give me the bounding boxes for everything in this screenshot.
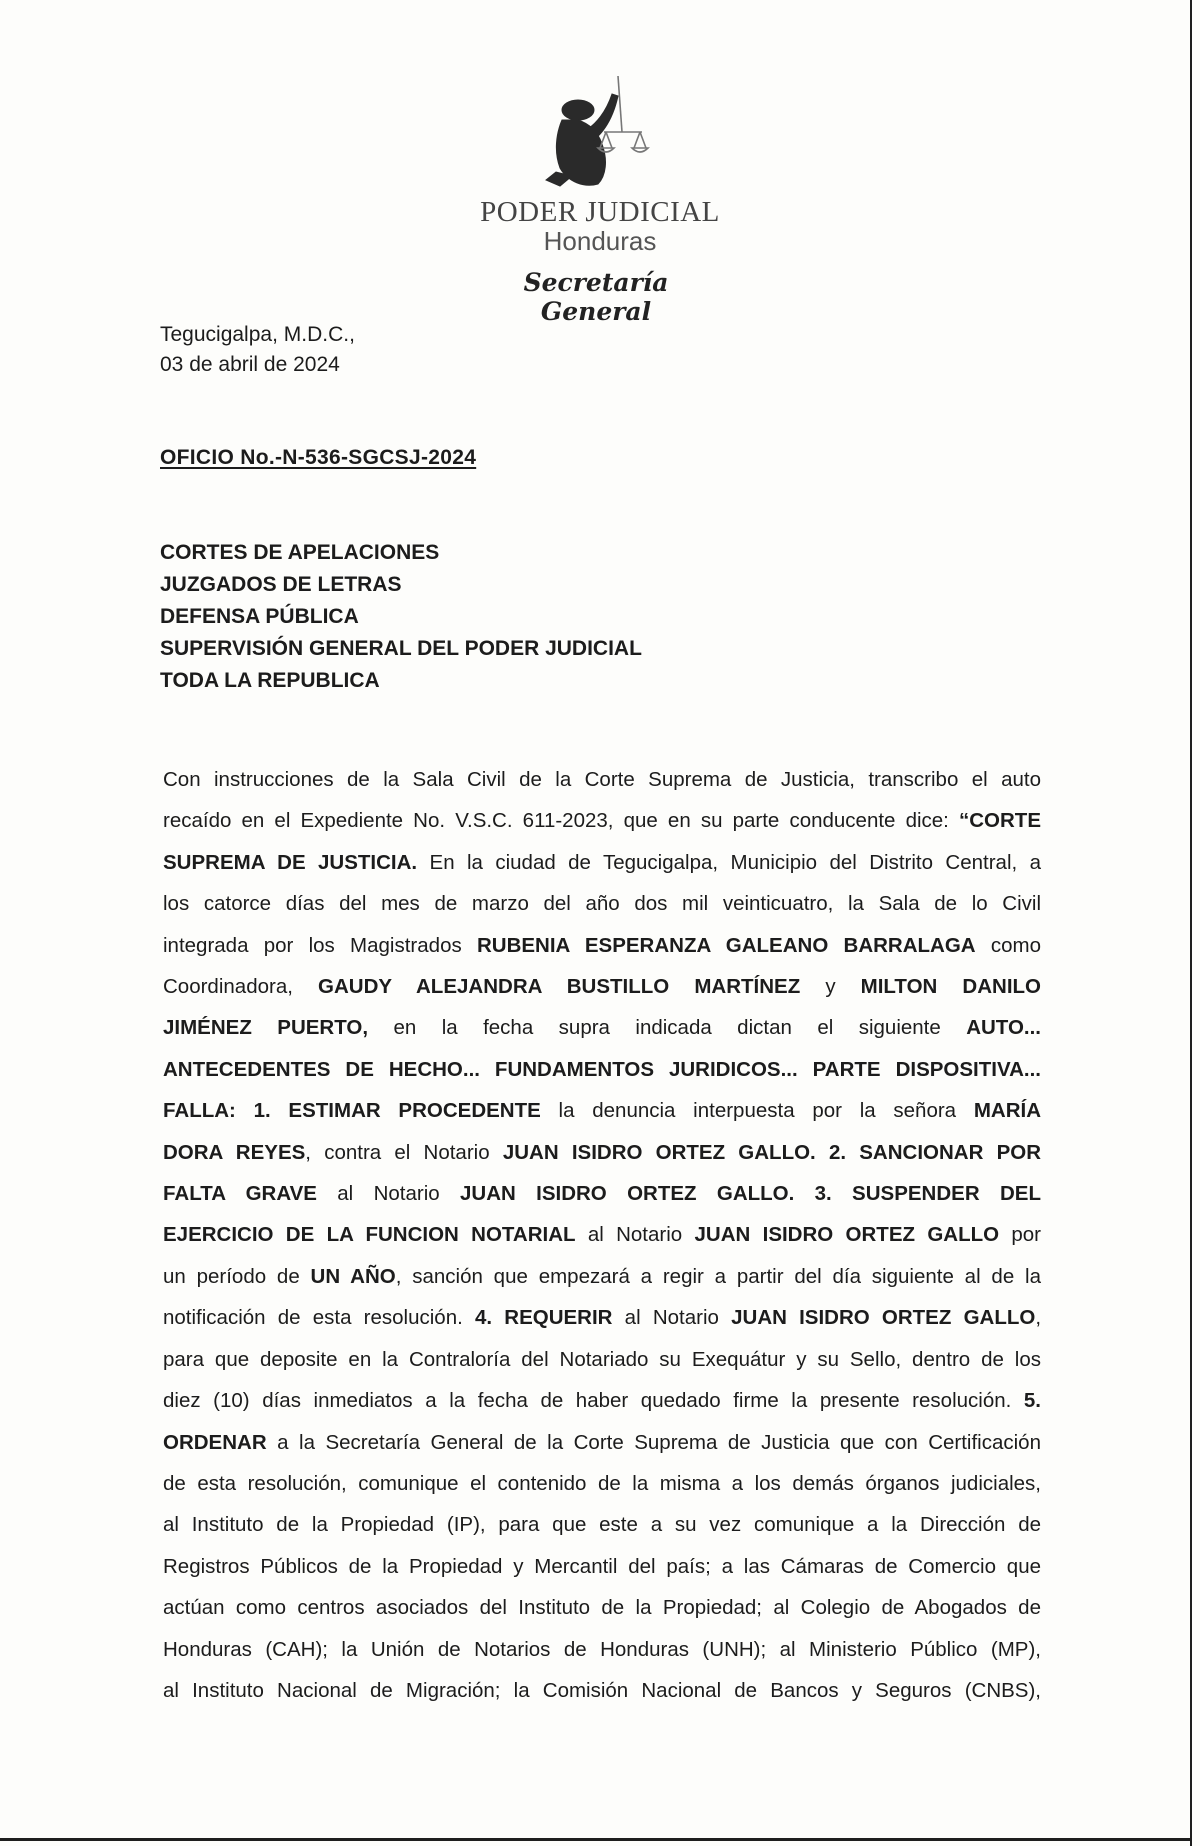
body-line (163, 966, 1041, 1007)
recipient-line: DEFENSA PÚBLICA (160, 605, 359, 628)
text-run: al Instituto de la Propiedad (IP), para que este a su vez comunique a la Dirección de (163, 1513, 1041, 1537)
body-line (163, 1090, 1041, 1131)
place-date (160, 320, 355, 380)
text-run: Registros Públicos de la Propiedad y Mercantil del país; a las Cámaras de Comercio que (163, 1554, 1041, 1578)
text-run: como (975, 933, 1042, 957)
text-run: notificación de esta resolución. (163, 1306, 475, 1330)
body-line (163, 1463, 1041, 1504)
recipients-list (160, 537, 642, 697)
text-run: al Notario (575, 1223, 695, 1247)
bold-run: JUAN ISIDRO ORTEZ GALLO (694, 1223, 1000, 1247)
body-line (163, 925, 1041, 966)
body-line (163, 883, 1041, 924)
bold-run: FALLA: 1. ESTIMAR PROCEDENTE (163, 1099, 541, 1123)
date: 03 de abril de 2024 (160, 353, 340, 376)
body-line (163, 1007, 1041, 1048)
body-line (163, 1670, 1041, 1711)
bold-run: JUAN ISIDRO ORTEZ GALLO. 2. SANCIONAR POR (502, 1140, 1042, 1164)
body-line (163, 1422, 1041, 1463)
bold-run: DORA REYES (163, 1140, 306, 1164)
bold-run: JIMÉNEZ PUERTO, (163, 1016, 369, 1040)
body-line (163, 1546, 1041, 1587)
body-line (163, 1132, 1041, 1173)
text-run: en la fecha supra indicada dictan el siguiente (368, 1016, 967, 1040)
text-run: por (999, 1223, 1041, 1247)
text-run: un período de (163, 1264, 311, 1288)
body-line (163, 800, 1041, 841)
bold-run: RUBENIA ESPERANZA GALEANO BARRALAGA (476, 933, 976, 957)
text-run: la denuncia interpuesta por la señora (540, 1099, 974, 1123)
text-run: integrada por los Magistrados (163, 933, 477, 957)
bold-run: EJERCICIO DE LA FUNCION NOTARIAL (163, 1223, 576, 1247)
body-line (163, 1339, 1041, 1380)
body-line (163, 1049, 1041, 1090)
scan-edge-line (1190, 0, 1192, 1846)
department-name: Secretaría General (523, 268, 669, 326)
bold-run: FALTA GRAVE (163, 1182, 317, 1206)
recipient-line: JUZGADOS DE LETRAS (160, 573, 402, 596)
body-line (163, 1380, 1041, 1421)
text-run: actúan como centros asociados del Instituto de la Propiedad; al Colegio de Abogados de (163, 1596, 1041, 1620)
text-run: , sanción que empezará a regir a partir del día siguiente al de la (395, 1264, 1041, 1288)
text-run: a la Secretaría General de la Corte Suprema de Justicia que con Certificación (266, 1430, 1041, 1454)
text-run: diez (10) días inmediatos a la fecha de haber quedado firme la presente resolución. (163, 1389, 1024, 1413)
bold-run: ANTECEDENTES DE HECHO... FUNDAMENTOS JURIDICOS... PARTE DISPOSITIVA... (163, 1057, 1041, 1081)
bold-run: “CORTE (959, 809, 1041, 833)
bold-run: MARÍA (973, 1099, 1042, 1123)
body-line (163, 842, 1041, 883)
text-run: al Notario (316, 1182, 460, 1206)
bold-run: ORDENAR (163, 1430, 267, 1454)
recipient-line: CORTES DE APELACIONES (160, 541, 440, 564)
text-run: de esta resolución, comunique el contenido de la misma a los demás órganos judiciales, (163, 1471, 1041, 1495)
body-line (163, 1297, 1041, 1338)
text-run: para que deposite en la Contraloría del Notariado su Exequátur y su Sello, dentro de los (163, 1347, 1041, 1371)
bold-run: GAUDY ALEJANDRA BUSTILLO MARTÍNEZ (318, 975, 801, 999)
bold-run: SUPREMA DE JUSTICIA. (163, 850, 418, 874)
city: Tegucigalpa, M.D.C., (160, 323, 355, 346)
body-line (163, 1256, 1041, 1297)
text-run: , (1035, 1306, 1042, 1330)
bold-run: MILTON DANILO (860, 975, 1041, 999)
recipient-line: SUPERVISIÓN GENERAL DEL PODER JUDICIAL (160, 637, 642, 660)
body-line (163, 1214, 1041, 1255)
text-run: recaído en el Expediente No. V.S.C. 611-2023, que en su parte conducente dice: (163, 809, 959, 833)
institution-name: PODER JUDICIAL (480, 196, 720, 228)
body-line (163, 1629, 1041, 1670)
text-run: y (800, 975, 861, 999)
bold-run: 5. (1023, 1389, 1041, 1413)
institution-country: Honduras (543, 226, 657, 256)
bold-run: AUTO... (966, 1016, 1041, 1040)
justice-scales-logo-icon (526, 72, 668, 194)
text-run: , contra el Notario (305, 1140, 503, 1164)
scan-edge-line (0, 1838, 1192, 1841)
recipient-line: TODA LA REPUBLICA (160, 669, 380, 692)
text-run: Con instrucciones de la Sala Civil de la Corte Suprema de Justicia, transcribo el auto (163, 768, 1041, 791)
body-line (163, 759, 1041, 800)
body-text (163, 759, 1041, 1711)
text-run: Coordinadora, (163, 975, 319, 999)
text-run: Honduras (CAH); la Unión de Notarios de Honduras (UNH); al Ministerio Público (MP), (163, 1637, 1041, 1661)
oficio-number: OFICIO No.-N-536-SGCSJ-2024 (160, 446, 477, 469)
text-run: En la ciudad de Tegucigalpa, Municipio del Distrito Central, a (417, 850, 1041, 874)
text-run: al Instituto Nacional de Migración; la Comisión Nacional de Bancos y Seguros (CNBS), (163, 1678, 1041, 1702)
body-line (163, 1587, 1041, 1628)
bold-run: 4. REQUERIR (475, 1306, 613, 1330)
text-run: al Notario (612, 1306, 732, 1330)
body-line (163, 1504, 1041, 1545)
body-line (163, 1173, 1041, 1214)
bold-run: UN AÑO (310, 1264, 396, 1288)
bold-run: JUAN ISIDRO ORTEZ GALLO (731, 1306, 1036, 1330)
text-run: los catorce días del mes de marzo del año dos mil veinticuatro, la Sala de lo Civil (163, 892, 1041, 916)
bold-run: JUAN ISIDRO ORTEZ GALLO. 3. SUSPENDER DEL (459, 1182, 1041, 1206)
